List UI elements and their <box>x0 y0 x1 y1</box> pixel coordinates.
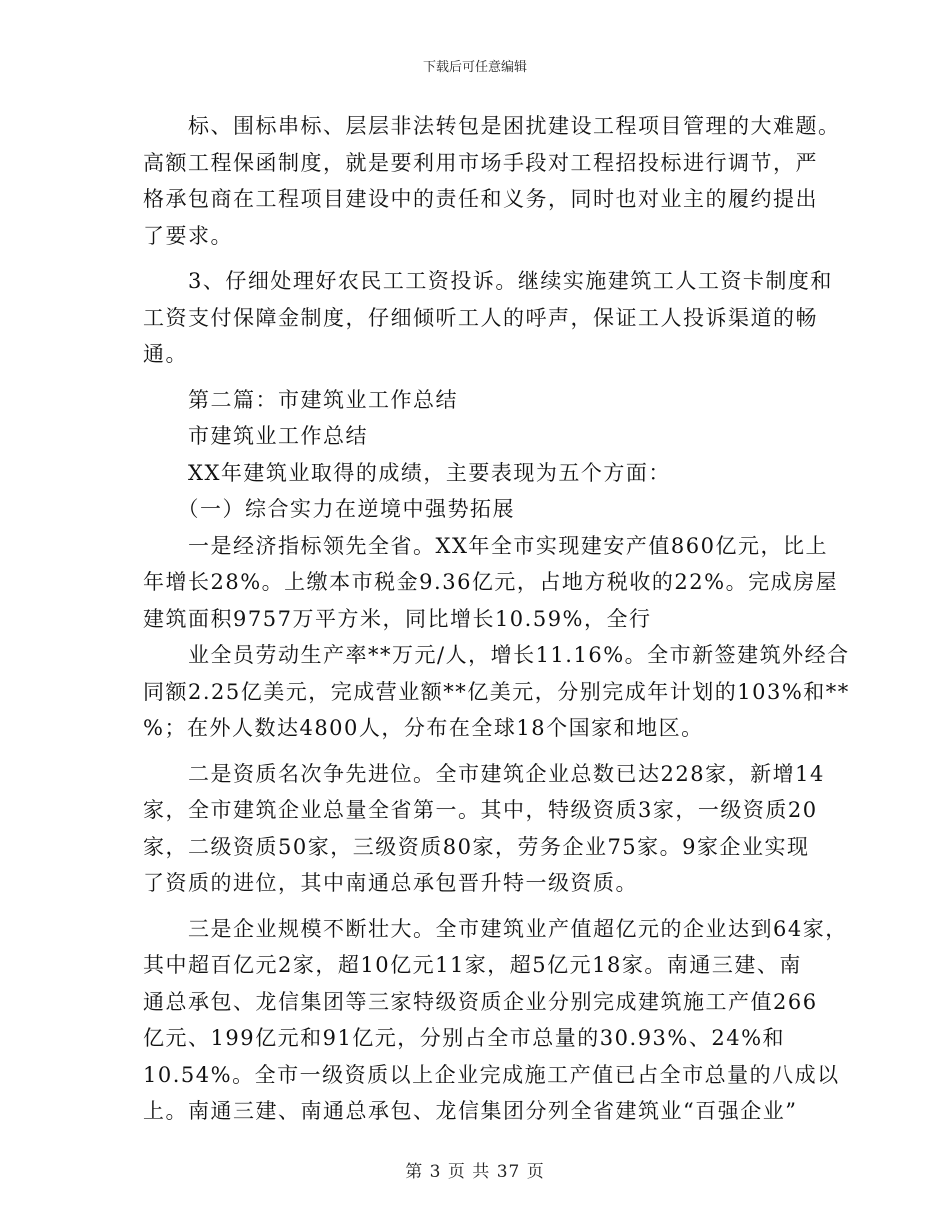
text-line: 市建筑业工作总结 <box>143 424 368 448</box>
page-header: 下载后可任意编辑 <box>422 60 527 75</box>
text-line: 年增长28%。上缴本市税金9.36亿元，占地方税收的22%。完成房屋 <box>143 570 839 594</box>
text-line: 同额2.25亿美元，完成营业额**亿美元，分别完成年计划的103%和** <box>143 679 850 704</box>
text-line: 工资支付保障金制度，仔细倾听工人的呼声，保证工人投诉渠道的畅 <box>143 305 818 330</box>
document-body <box>143 108 850 1130</box>
text-line: 标、围标串标、层层非法转包是困扰建设工程项目管理的大难题。 <box>143 114 841 138</box>
text-line: （一）综合实力在逆境中强势拓展 <box>143 497 515 521</box>
text-line: 三是企业规模不断壮大。全市建筑业产值超亿元的企业达到64家， <box>143 916 848 941</box>
text-line: %；在外人数达4800人，分布在全球18个国家和地区。 <box>143 716 704 740</box>
text-line: 了资质的进位，其中南通总承包晋升特一级资质。 <box>143 871 638 895</box>
text-line: 了要求。 <box>143 223 233 248</box>
paragraph-gap <box>143 373 815 382</box>
text-line: XX年建筑业取得的成绩，主要表现为五个方面： <box>143 460 671 485</box>
paragraph-gap <box>143 747 815 756</box>
text-line: 通总承包、龙信集团等三家特级资质企业分别完成建筑施工产值266 <box>143 989 818 1014</box>
text-line: 3、仔细处理好农民工工资投诉。继续实施建筑工人工资卡制度和 <box>143 269 833 293</box>
text-line: 二是资质名次争先进位。全市建筑企业总数已达228家，新增14 <box>143 761 825 786</box>
text-line: 第二篇：市建筑业工作总结 <box>143 387 458 412</box>
text-line: 高额工程保函制度，就是要利用市场手段对工程招投标进行调节，严 <box>143 150 818 175</box>
text-line: 10.54%。全市一级资质以上企业完成施工产值已占全市总量的八成以 <box>143 1062 840 1087</box>
paragraph-gap <box>143 254 815 263</box>
text-line: 亿元、199亿元和91亿元，分别占全市总量的30.93%、24%和 <box>143 1026 786 1050</box>
page-footer: 第 3 页 共 37 页 <box>405 1162 545 1182</box>
text-line: 格承包商在工程项目建设中的责任和义务，同时也对业主的履约提出 <box>143 187 818 211</box>
text-line: 家，全市建筑企业总量全省第一。其中，特级资质3家，一级资质20 <box>143 798 818 822</box>
paragraph-gap <box>143 902 815 911</box>
text-line: 家，二级资质50家，三级资质80家，劳务企业75家。9家企业实现 <box>143 834 810 859</box>
text-line: 其中超百亿元2家，超10亿元11家，超5亿元18家。南通三建、南 <box>143 953 802 977</box>
text-line: 一是经济指标领先全省。XX年全市实现建安产值860亿元，比上 <box>143 533 828 558</box>
text-line: 业全员劳动生产率**万元/人，增长11.16%。全市新签建筑外经合 <box>143 643 850 667</box>
text-line: 通。 <box>143 342 188 366</box>
text-line: 建筑面积9757万平方米，同比增长10.59%，全行 <box>143 606 652 631</box>
text-line: 上。南通三建、南通总承包、龙信集团分列全省建筑业“百强企业” <box>143 1099 798 1123</box>
